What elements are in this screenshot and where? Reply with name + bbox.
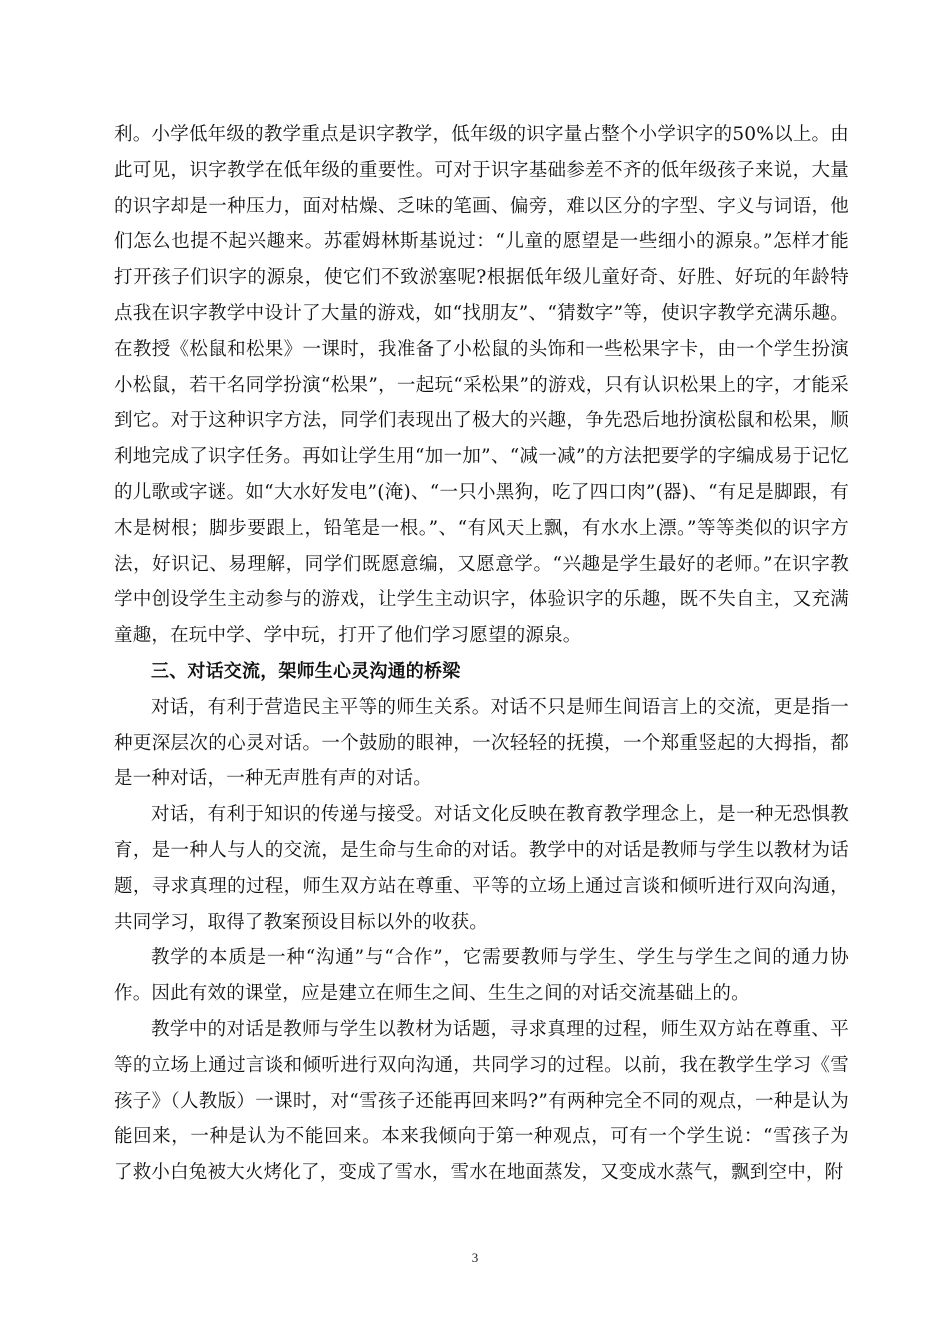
paragraph: 对话，有利于营造民主平等的师生关系。对话不只是师生间语言上的交流，更是指一种更深层次的心灵对话。一个鼓励的眼神，一次轻轻的抚摸，一个郑重竖起的大拇指，都是一种对话，一种无声胜有声的对话。 [114, 696, 849, 790]
page-number: 3 [471, 1250, 479, 1265]
paragraph: 对话，有利于知识的传递与接受。对话文化反映在教育教学理念上，是一种无恐惧教育，是一种人与人的交流，是生命与生命的对话。教学中的对话是教师与学生以教材为话题，寻求真理的过程，师生双方站在尊重、平等的立场上通过言谈和倾听进行双向沟通，共同学习，取得了教案预设目标以外的收获。 [114, 804, 849, 933]
section-heading: 三、对话交流，架师生心灵沟通的桥梁 [151, 660, 461, 682]
body-text [114, 117, 849, 1191]
paragraph-continuation: 利。小学低年级的教学重点是识字教学，低年级的识字量占整个小学识字的50%以上。由此可见，识字教学在低年级的重要性。可对于识字基础参差不齐的低年级孩子来说，大量的识字却是一种压力，面对枯燥、乏味的笔画、偏旁，难以区分的字型、字义与词语，他们怎么也提不起兴趣来。苏霍姆林斯基说过：“儿童的愿望是一些细小的源泉。”怎样才能打开孩子们识字的源泉，使它们不致淤塞呢?根据低年级儿童好奇、好胜、好玩的年龄特点我在识字教学中设计了大量的游戏，如“找朋友”、“猜数字”等，使识字教学充满乐趣。在教授《松鼠和松果》一课时，我准备了小松鼠的头饰和一些松果字卡，由一个学生扮演小松鼠，若干名同学扮演“松果”，一起玩“采松果”的游戏，只有认识松果上的字，才能采到它。对于这种识字方法，同学们表现出了极大的兴趣，争先恐后地扮演松鼠和松果，顺利地完成了识字任务。再如让学生用“加一加”、“减一减”的方法把要学的字编成易于记忆的儿歌或字谜。如“大水好发电”(淹)、“一只小黑狗，吃了四口肉”(器)、“有足是脚跟，有木是树根；脚步要跟上，铅笔是一根。”、“有风天上飘，有水水上漂。”等等类似的识字方法，好识记、易理解，同学们既愿意编，又愿意学。“兴趣是学生最好的老师。”在识字教学中创设学生主动参与的游戏，让学生主动识字，体验识字的乐趣，既不失自主，又充满童趣，在玩中学、学中玩，打开了他们学习愿望的源泉。 [114, 124, 849, 647]
paragraph: 教学的本质是一种“沟通”与“合作”，它需要教师与学生、学生与学生之间的通力协作。因此有效的课堂，应是建立在师生之间、生生之间的对话交流基础上的。 [114, 947, 849, 1005]
paragraph: 教学中的对话是教师与学生以教材为话题，寻求真理的过程，师生双方站在尊重、平等的立场上通过言谈和倾听进行双向沟通，共同学习的过程。以前，我在教学生学习《雪孩子》（人教版）一课时，对“雪孩子还能再回来吗?”有两种完全不同的观点，一种是认为能回来，一种是认为不能回来。本来我倾向于第一种观点，可有一个学生说：“雪孩子为了救小白兔被大火烤化了，变成了雪水，雪水在地面蒸发，又变成水蒸气，飘到空中，附 [114, 1018, 849, 1184]
